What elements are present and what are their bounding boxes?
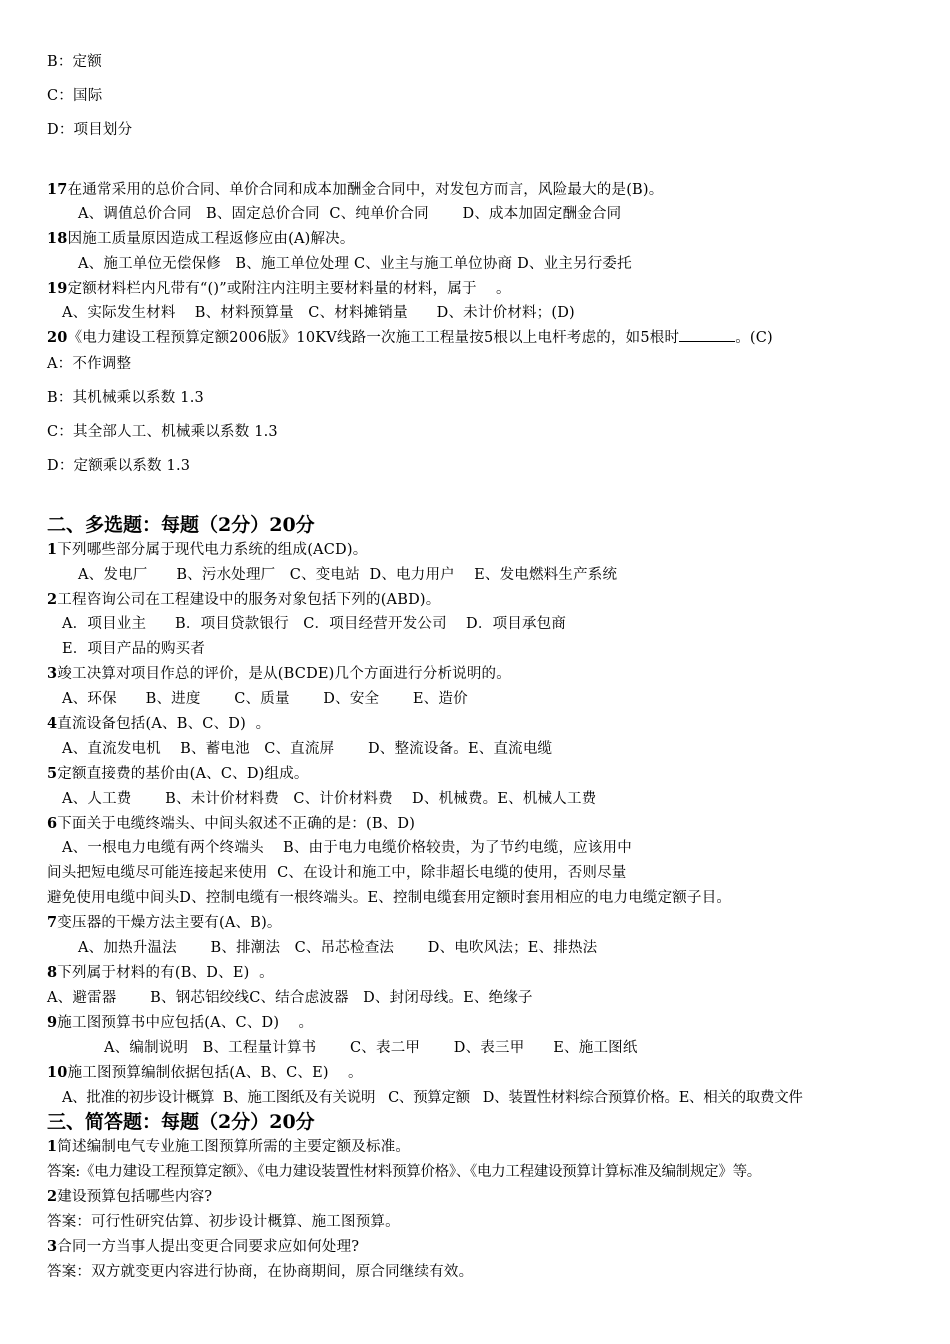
mc-question-2-options-2: E．项目产品的购买者 [62, 641, 206, 657]
sa-answer-3: 答案：双方就变更内容进行协商，在协商期间，原合同继续有效。 [47, 1264, 474, 1280]
mc-question-2 [47, 590, 440, 610]
mc-question-4-options: A、直流发电机 B、蓄电池 C、直流屏 D、整流设备。E、直流电缆 [62, 741, 553, 757]
question-number: 10 [47, 1064, 68, 1081]
mc-question-7 [47, 913, 282, 933]
question-number: 3 [47, 665, 58, 682]
question-text: 建设预算包括哪些内容? [57, 1189, 213, 1205]
sa-answer-1: 答案:《电力建设工程预算定额》、《电力建设装置性材料预算价格》、《电力工程建设预算计算标准及编制规定》等。 [47, 1164, 761, 1180]
question-text: 下列属于材料的有(B、D、E) 。 [57, 965, 274, 981]
mc-question-8 [47, 963, 274, 983]
question-text: 简述编制电气专业施工图预算所需的主要定额及标准。 [57, 1139, 411, 1155]
mc-question-1-options: A、发电厂 B、污水处理厂 C、变电站 D、电力用户 E、发电燃料生产系统 [78, 567, 618, 583]
question-20-option-b: B：其机械乘以系数 1.3 [47, 390, 204, 406]
section-heading-multiple-choice: 二、多选题：每题（2分）20分 [47, 514, 315, 536]
question-number: 8 [47, 964, 58, 981]
sa-question-2 [47, 1187, 212, 1207]
question-text-end: 。(C) [735, 330, 773, 346]
option-b: B：定额 [47, 54, 102, 70]
question-text: 因施工质量原因造成工程返修应由(A)解决。 [67, 231, 355, 247]
question-text: 竣工决算对项目作总的评价，是从(BCDE)几个方面进行分析说明的。 [57, 666, 511, 682]
question-20-option-a: A：不作调整 [47, 356, 132, 372]
question-number: 6 [47, 815, 58, 832]
sa-answer-2: 答案：可行性研究估算、初步设计概算、施工图预算。 [47, 1214, 400, 1230]
mc-question-4 [47, 714, 270, 734]
question-19 [47, 279, 511, 299]
mc-question-5-options: A、人工费 B、未计价材料费 C、计价材料费 D、机械费。E、机械人工费 [62, 791, 597, 807]
question-20-option-d: D：定额乘以系数 1.3 [47, 458, 191, 474]
mc-question-5 [47, 764, 309, 784]
question-number: 2 [47, 1188, 58, 1205]
sa-question-1 [47, 1137, 410, 1157]
question-number: 1 [47, 541, 58, 558]
mc-question-9 [47, 1013, 313, 1033]
section-heading-short-answer: 三、简答题：每题（2分）20分 [47, 1111, 315, 1133]
question-text: 《电力建设工程预算定额2006版》10KV线路一次施工工程量按5根以上电杆考虑的，如5根时 [67, 330, 680, 346]
answer-blank [679, 329, 735, 342]
mc-question-1 [47, 540, 367, 560]
question-text: 下列哪些部分属于现代电力系统的组成(ACD)。 [57, 542, 368, 558]
mc-question-10 [47, 1063, 363, 1083]
question-text: 直流设备包括(A、B、C、D) 。 [57, 716, 271, 732]
option-c: C：国际 [47, 88, 103, 104]
question-text: 合同一方当事人提出变更合同要求应如何处理? [57, 1239, 360, 1255]
question-number: 1 [47, 1138, 58, 1155]
question-number: 5 [47, 765, 58, 782]
question-number: 20 [47, 329, 68, 346]
option-d: D：项目划分 [47, 122, 133, 138]
question-number: 2 [47, 591, 58, 608]
question-number: 9 [47, 1014, 58, 1031]
mc-question-2-options: A．项目业主 B．项目贷款银行 C．项目经营开发公司 D．项目承包商 [62, 616, 567, 632]
question-number: 17 [47, 181, 68, 198]
question-18 [47, 229, 355, 249]
question-text: 施工图预算书中应包括(A、C、D) 。 [57, 1015, 314, 1031]
mc-question-6-line-1: A、一根电力电缆有两个终端头 B、由于电力电缆价格较贵，为了节约电缆，应该用中 [62, 840, 632, 856]
question-17-options: A、调值总价合同 B、固定总价合同 C、纯单价合同 D、成本加固定酬金合同 [78, 206, 622, 222]
question-17 [47, 180, 663, 200]
mc-question-3-options: A、环保 B、进度 C、质量 D、安全 E、造价 [62, 691, 468, 707]
mc-question-10-options: A、批准的初步设计概算 B、施工图纸及有关说明 C、预算定额 D、装置性材料综合预算价格。E、相关的取费文件 [62, 1090, 803, 1106]
question-number: 4 [47, 715, 58, 732]
mc-question-6-line-2: 间头把短电缆尽可能连接起来使用 C、在设计和施工中，除非超长电缆的使用，否则尽量 [47, 865, 627, 881]
question-19-options: A、实际发生材料 B、材料预算量 C、材料摊销量 D、未计价材料；(D) [62, 305, 575, 321]
mc-question-6-line-3: 避免使用电缆中间头D、控制电缆有一根终端头。E、控制电缆套用定额时套用相应的电力电缆定额子目。 [47, 890, 732, 906]
question-number: 18 [47, 230, 68, 247]
sa-question-3 [47, 1237, 359, 1257]
question-18-options: A、施工单位无偿保修 B、施工单位处理 C、业主与施工单位协商 D、业主另行委托 [78, 256, 632, 272]
question-text: 下面关于电缆终端头、中间头叙述不正确的是：(B、D) [57, 816, 416, 832]
question-text: 变压器的干燥方法主要有(A、B)。 [57, 915, 282, 931]
question-20 [47, 328, 773, 348]
question-number: 7 [47, 914, 58, 931]
question-number: 19 [47, 280, 68, 297]
question-text: 定额直接费的基价由(A、C、D)组成。 [57, 766, 309, 782]
question-20-option-c: C：其全部人工、机械乘以系数 1.3 [47, 424, 278, 440]
mc-question-9-options: A、编制说明 B、工程量计算书 C、表二甲 D、表三甲 E、施工图纸 [104, 1040, 638, 1056]
question-text: 定额材料栏内凡带有“()”或附注内注明主要材料量的材料，属于 。 [67, 281, 511, 297]
mc-question-7-options: A、加热升温法 B、排潮法 C、吊芯检查法 D、电吹风法；E、排热法 [78, 940, 598, 956]
mc-question-3 [47, 664, 511, 684]
mc-question-6 [47, 814, 415, 834]
question-text: 在通常采用的总价合同、单价合同和成本加酬金合同中，对发包方而言，风险最大的是(B)。 [67, 182, 664, 198]
question-number: 3 [47, 1238, 58, 1255]
mc-question-8-options: A、避雷器 B、钢芯铝绞线C、结合虑波器 D、封闭母线。E、绝缘子 [47, 990, 533, 1006]
question-text: 施工图预算编制依据包括(A、B、C、E) 。 [67, 1065, 363, 1081]
question-text: 工程咨询公司在工程建设中的服务对象包括下列的(ABD)。 [57, 592, 441, 608]
